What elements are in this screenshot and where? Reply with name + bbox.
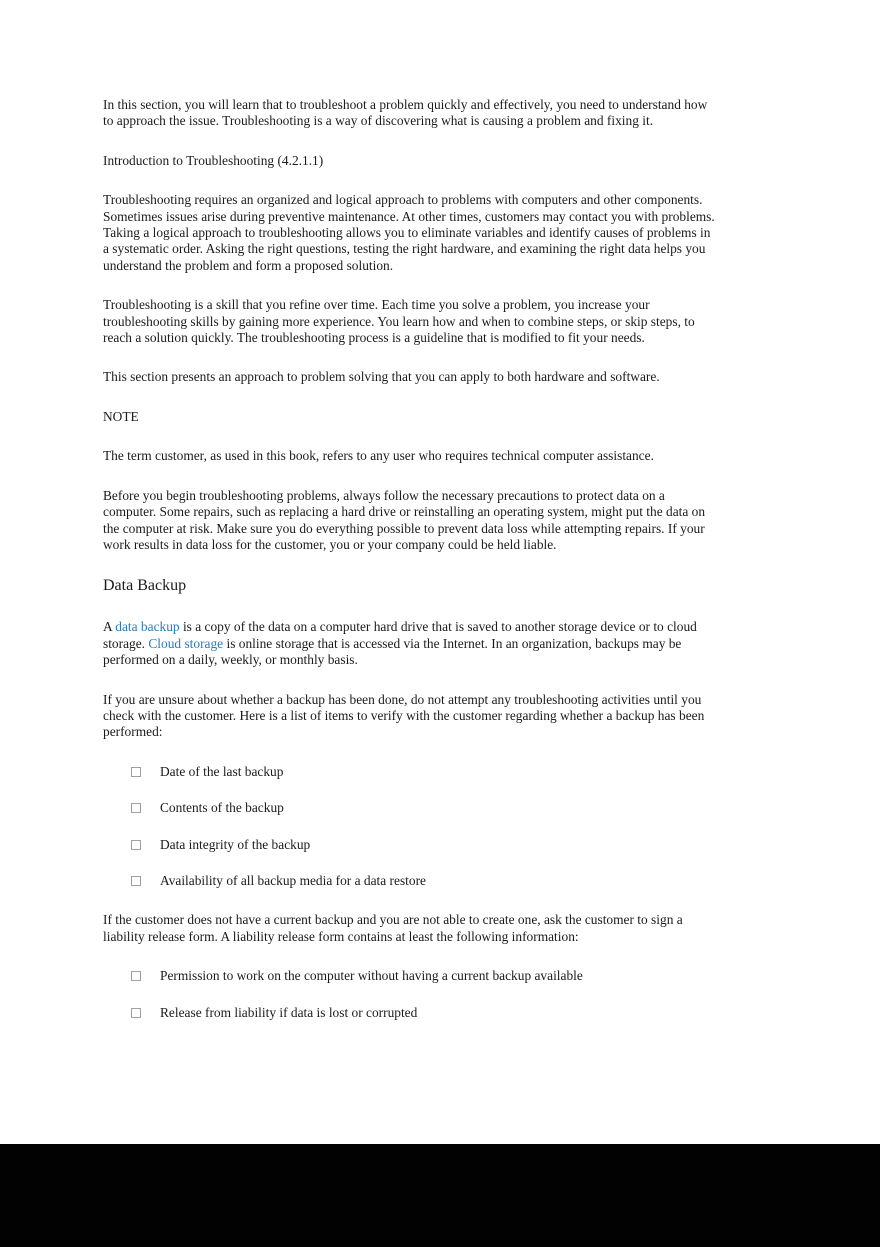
- list-item: [103, 1005, 717, 1021]
- liability-items-list: [103, 968, 717, 1021]
- paragraph-organized-approach: Troubleshooting requires an organized and logical approach to problems with computers and other components. Sometimes issues arise during preventive maintenance. At other times, customers may contact you with problems. Taking a logical approach to troubleshooting allows you to eliminate variables and identify causes of problems in a systematic order. Asking the right questions, testing the right hardware, and examining the right data helps you understand the problem and form a proposed solution.: [103, 192, 715, 273]
- list-item: [103, 764, 717, 780]
- backup-paragraph-post: is online storage that is accessed via the Internet. In an organization, backups may be performed on a daily, weekly, or monthly basis.: [103, 635, 682, 668]
- list-item-label: Contents of the backup: [160, 800, 284, 816]
- data-backup-link[interactable]: data backup: [115, 619, 180, 635]
- paragraph-data-backup: [103, 619, 717, 668]
- list-item-label: Date of the last backup: [160, 763, 284, 779]
- intro-paragraph: In this section, you will learn that to troubleshoot a problem quickly and effectively, you need to understand how to approach the issue. Troubleshooting is a way of discovering what is causing a problem and fixing it.: [103, 97, 708, 129]
- checkbox-bullet-icon: [131, 1008, 141, 1018]
- note-label: NOTE: [103, 408, 139, 424]
- note-text: The term customer, as used in this book, refers to any user who requires technical computer assistance.: [103, 448, 654, 464]
- cloud-storage-link[interactable]: Cloud storage: [148, 635, 224, 651]
- checkbox-bullet-icon: [131, 767, 141, 777]
- checkbox-bullet-icon: [131, 971, 141, 981]
- paragraph-precautions: Before you begin troubleshooting problems, always follow the necessary precautions to protect data on a computer. Some repairs, such as replacing a hard drive or reinstalling an operating system, might put the data on the computer at risk. Make sure you do everything possible to prevent data loss while attempting repairs. If your work results in data loss for the customer, you or your company could be held liable.: [103, 487, 706, 552]
- paragraph-troubleshooting-skill: Troubleshooting is a skill that you refine over time. Each time you solve a problem, you increase your troubleshooting skills by gaining more experience. You learn how and when to combine steps, or skip steps, to reach a solution quickly. The troubleshooting process is a guideline that is modified to fit your needs.: [103, 297, 695, 346]
- checkbox-bullet-icon: [131, 803, 141, 813]
- document-page: [103, 97, 717, 1044]
- list-item-label: Data integrity of the backup: [160, 836, 311, 852]
- list-item-label: Release from liability if data is lost or corrupted: [160, 1004, 418, 1020]
- list-item: [103, 873, 717, 889]
- list-item: [103, 837, 717, 853]
- paragraph-unsure-backup: If you are unsure about whether a backup has been done, do not attempt any troubleshooting activities until you check with the customer. Here is a list of items to verify with the customer regarding whether a backup has been performed:: [103, 691, 705, 740]
- list-item-label: Availability of all backup media for a data restore: [160, 872, 426, 888]
- backup-paragraph-pre: A: [103, 619, 116, 635]
- checkbox-bullet-icon: [131, 840, 141, 850]
- verify-items-list: [103, 764, 717, 890]
- paragraph-section-presents: This section presents an approach to problem solving that you can apply to both hardware and software.: [103, 369, 660, 385]
- list-item-label: Permission to work on the computer without having a current backup available: [160, 968, 583, 984]
- backup-paragraph-mid: is a copy of the data on a computer hard drive that is saved to another storage device or to cloud storage.: [103, 619, 697, 651]
- list-item: [103, 968, 717, 984]
- list-item: [103, 800, 717, 816]
- section-heading-introduction-to-troubleshooting: Introduction to Troubleshooting (4.2.1.1): [103, 152, 324, 168]
- checkbox-bullet-icon: [131, 876, 141, 886]
- data-backup-heading: Data Backup: [103, 577, 187, 595]
- footer-black-bar: [0, 1144, 880, 1247]
- paragraph-liability-release: If the customer does not have a current backup and you are not able to create one, ask the customer to sign a liability release form. A liability release form contains at least the following information:: [103, 912, 683, 944]
